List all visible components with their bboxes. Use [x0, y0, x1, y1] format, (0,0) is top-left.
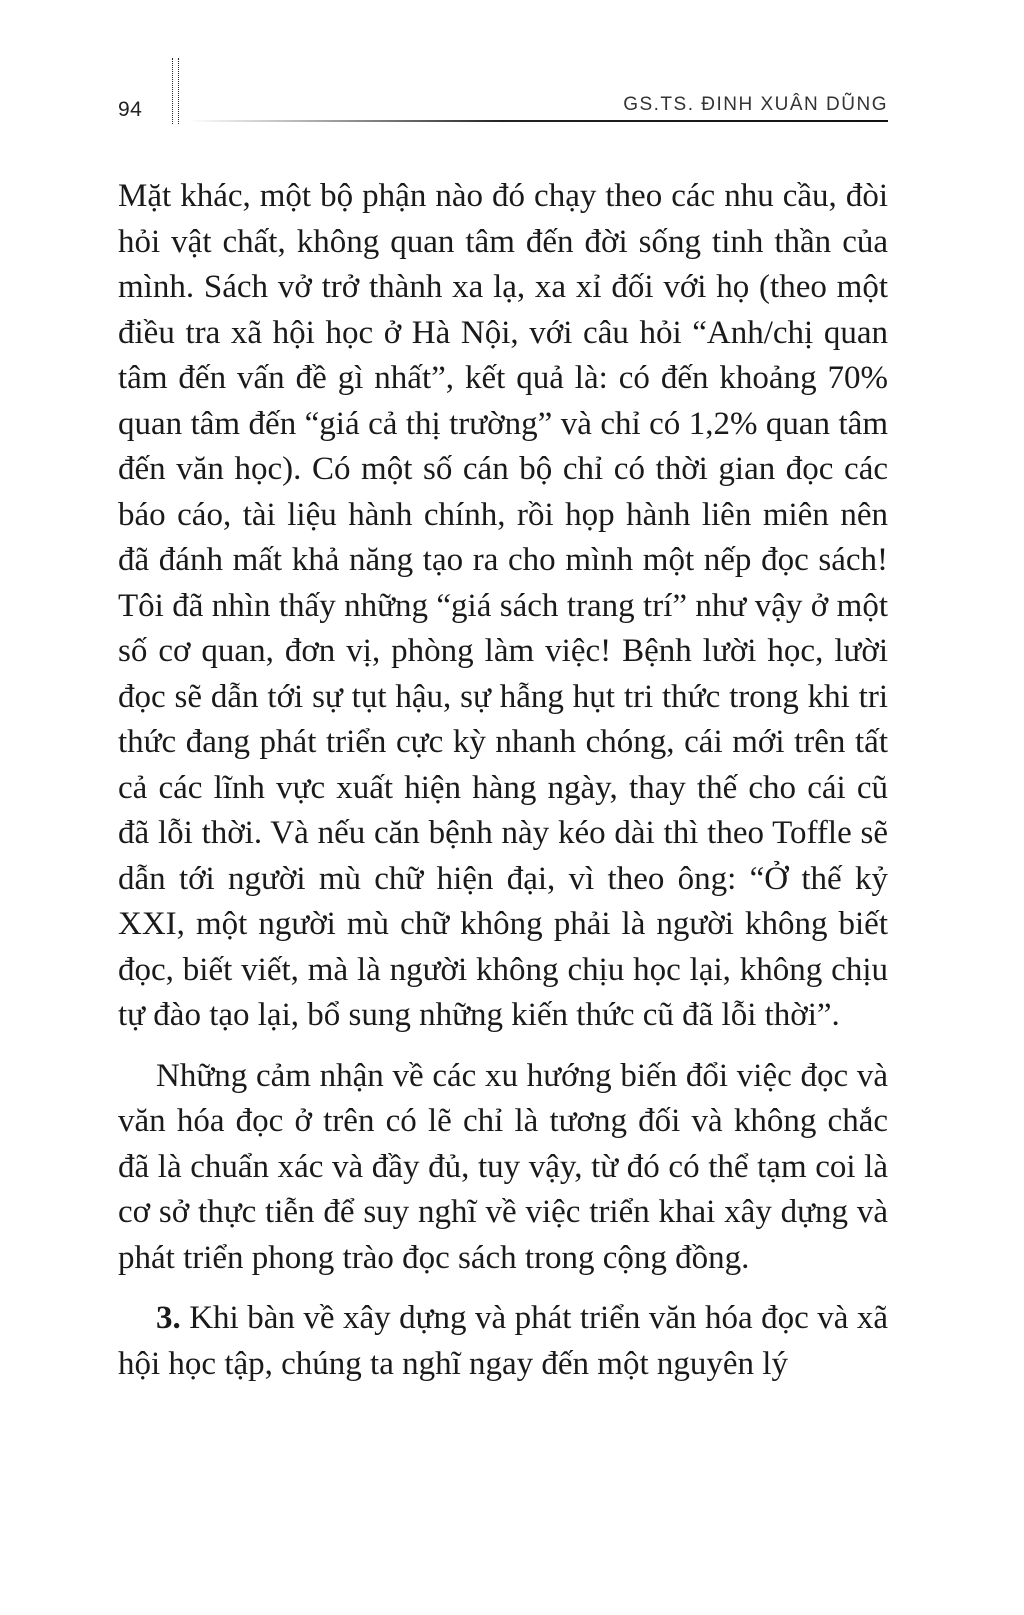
section-number: 3.	[156, 1300, 181, 1336]
header-divider-dotted	[172, 58, 179, 124]
paragraph-continuation: Mặt khác, một bộ phận nào đó chạy theo các nhu cầu, đòi hỏi vật chất, không quan tâm đến đời sống tinh thần của mình. Sách vở trở thành xa lạ, xa xỉ đối với họ (theo một điều tra xã hội học ở Hà Nội, với câu hỏi “Anh/chị quan tâm đến vấn đề gì nhất”, kết quả là: có đến khoảng 70% quan tâm đến “giá cả thị trường” và chỉ có 1,2% quan tâm đến văn học). Có một số cán bộ chỉ có thời gian đọc các báo cáo, tài liệu hành chính, rồi họp hành liên miên nên đã đánh mất khả năng tạo ra cho mình một nếp đọc sách! Tôi đã nhìn thấy những “giá sách trang trí” như vậy ở một số cơ quan, đơn vị, phòng làm việc! Bệnh lười học, lười đọc sẽ dẫn tới sự tụt hậu, sự hẫng hụt tri thức trong khi tri thức đang phát triển cực kỳ nhanh chóng, cái mới trên tất cả các lĩnh vực xuất hiện hàng ngày, thay thế cho cái cũ đã lỗi thời. Và nếu căn bệnh này kéo dài thì theo Toffle sẽ dẫn tới người mù chữ hiện đại, vì theo ông: “Ở thế kỷ XXI, một người mù chữ không phải là người không biết đọc, biết viết, mà là người không chịu học lại, không chịu tự đào tạo lại, bổ sung những kiến thức cũ đã lỗi thời”.	[118, 178, 888, 1033]
page-number: 94	[118, 98, 143, 121]
running-header-author: GS.TS. ĐINH XUÂN DŨNG	[623, 94, 888, 115]
section-3-text: Khi bàn về xây dựng và phát triển văn hóa đọc và xã hội học tập, chúng ta nghĩ ngay đến một nguyên lý	[118, 1300, 888, 1382]
header-rule	[188, 120, 888, 122]
section-3-paragraph	[118, 1296, 888, 1387]
body-text	[118, 174, 888, 1402]
page-header	[0, 0, 1024, 140]
paragraph: Những cảm nhận về các xu hướng biến đổi việc đọc và văn hóa đọc ở trên có lẽ chỉ là tương đối và không chắc đã là chuẩn xác và đầy đủ, tuy vậy, từ đó có thể tạm coi là cơ sở thực tiễn để suy nghĩ về việc triển khai xây dựng và phát triển phong trào đọc sách trong cộng đồng.	[118, 1057, 888, 1276]
